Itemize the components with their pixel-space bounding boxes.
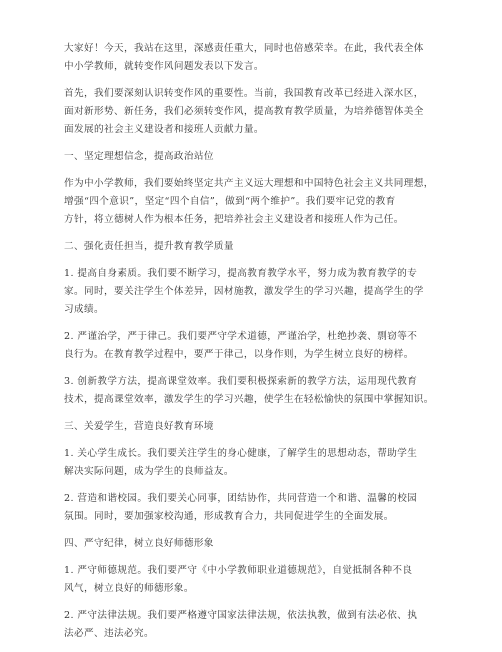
text-line: 一、坚定理想信念，提高政治站位: [64, 151, 214, 162]
paragraph: [64, 562, 444, 598]
section-heading: [64, 535, 444, 553]
text-line: 面对新形势、新任务，我们必须转变作风，提高教育教学质量，为培养德智体美全: [64, 106, 424, 117]
text-line: 1. 关心学生成长。我们要关注学生的身心健康，了解学生的思想动态，帮助学生: [64, 448, 418, 459]
paragraph: [64, 607, 444, 643]
paragraph: [64, 85, 444, 139]
text-line: 1. 提高自身素质。我们要不断学习，提高教育教学水平，努力成为教育教学的专: [64, 268, 418, 279]
paragraph: [64, 40, 444, 76]
text-line: 家。同时，要关注学生个体差异，因材施教，激发学生的学习兴趣，提高学生的学: [64, 286, 424, 297]
text-line: 面发展的社会主义建设者和接班人贡献力量。: [64, 124, 264, 135]
text-line: 良行为。在教育教学过程中，要严于律己，以身作则，为学生树立良好的榜样。: [64, 349, 414, 360]
text-line: 习成绩。: [64, 304, 104, 315]
text-line: 2. 严谨治学，严于律己。我们要严守学术道德，严谨治学，杜绝抄袭、剽窃等不: [64, 331, 418, 342]
section-heading: [64, 148, 444, 166]
text-line: 中小学教师，就转变作风问题发表以下发言。: [64, 61, 264, 72]
text-line: 风气，树立良好的师德形象。: [64, 583, 194, 594]
text-line: 大家好！今天，我站在这里，深感责任重大，同时也倍感荣幸。在此，我代表全体: [64, 43, 424, 54]
text-line: 作为中小学教师，我们要始终坚定共产主义远大理想和中国特色社会主义共同理想，: [64, 178, 434, 189]
paragraph: [64, 265, 444, 319]
text-line: 法必严、违法必究。: [64, 628, 154, 639]
text-line: 三、关爱学生，营造良好教育环境: [64, 421, 214, 432]
text-line: 1. 严守师德规范。我们要严守《中小学教师职业道德规范》，自觉抵制各种不良: [64, 565, 413, 576]
section-heading: [64, 418, 444, 436]
text-line: 方针，将立德树人作为根本任务，把培养社会主义建设者和接班人作为己任。: [64, 214, 404, 225]
text-line: 首先，我们要深刻认识转变作风的重要性。当前，我国教育改革已经进入深水区，: [64, 88, 424, 99]
text-line: 技术，提高课堂效率，激发学生的学习兴趣，使学生在轻松愉快的氛围中掌握知识。: [64, 394, 434, 405]
paragraph: [64, 373, 444, 409]
text-line: 四、严守纪律，树立良好师德形象: [64, 538, 214, 549]
document-page: [64, 40, 444, 652]
text-line: 增强“四个意识”，坚定“四个自信”，做到“两个维护”。我们要牢记党的教育: [64, 196, 396, 207]
section-heading: [64, 238, 444, 256]
text-line: 3. 创新教学方法，提高课堂效率。我们要积极探索新的教学方法，运用现代教育: [64, 376, 418, 387]
text-line: 2. 营造和谐校园。我们要关心同事，团结协作，共同营造一个和谐、温馨的校园: [64, 493, 418, 504]
text-line: 2. 严守法律法规。我们要严格遵守国家法律法规，依法执教，做到有法必依、执: [64, 610, 418, 621]
paragraph: [64, 328, 444, 364]
paragraph: [64, 445, 444, 481]
text-line: 二、强化责任担当，提升教育教学质量: [64, 241, 234, 252]
paragraph: [64, 175, 444, 229]
paragraph: [64, 490, 444, 526]
text-line: 解决实际问题，成为学生的良师益友。: [64, 466, 234, 477]
text-line: 氛围。同时，要加强家校沟通，形成教育合力，共同促进学生的全面发展。: [64, 511, 394, 522]
